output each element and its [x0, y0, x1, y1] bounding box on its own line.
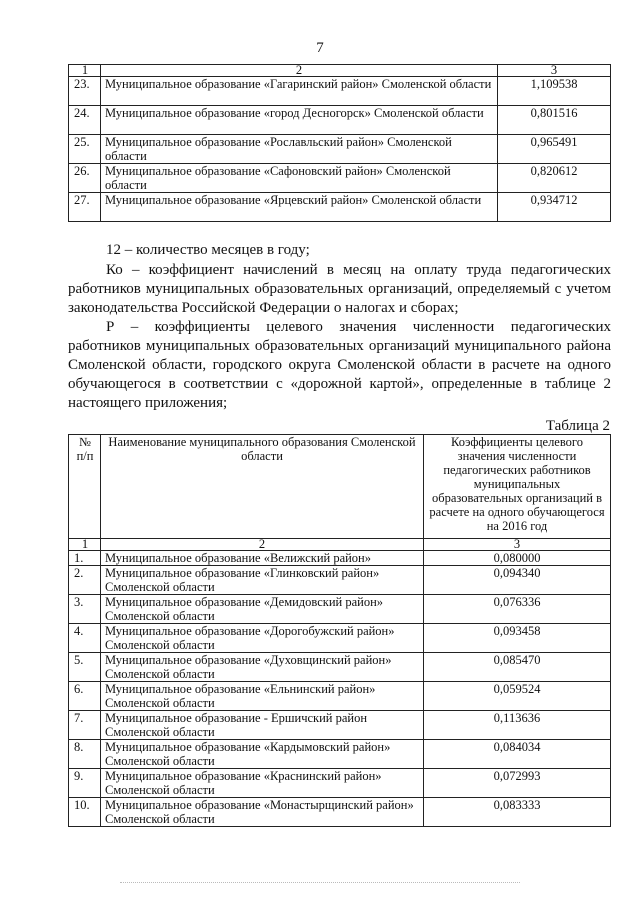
column-header-number: № п/п	[69, 435, 101, 539]
row-number: 9.	[69, 769, 101, 798]
municipality-name: Муниципальное образование «Велижский район»	[101, 551, 424, 566]
row-number: 8.	[69, 740, 101, 769]
coefficient-value: 0,113636	[424, 711, 611, 740]
column-number-1: 1	[69, 65, 101, 77]
coefficient-value: 0,085470	[424, 653, 611, 682]
coefficient-value: 0,083333	[424, 798, 611, 827]
table-row	[69, 193, 611, 222]
municipality-name: Муниципальное образование «Глинковский район» Смоленской области	[101, 566, 424, 595]
table-row	[69, 595, 611, 624]
table-row	[69, 682, 611, 711]
municipality-name: Муниципальное образование «Ярцевский район» Смоленской области	[101, 193, 498, 222]
table-row	[69, 769, 611, 798]
municipality-name: Муниципальное образование «Духовщинский район» Смоленской области	[101, 653, 424, 682]
municipality-name: Муниципальное образование «Рославльский район» Смоленской области	[101, 135, 498, 164]
footer-divider	[120, 882, 520, 883]
table-2-label: Таблица 2	[545, 418, 610, 434]
row-number: 1.	[69, 551, 101, 566]
table-row	[69, 551, 611, 566]
coefficient-value: 0,093458	[424, 624, 611, 653]
row-number: 2.	[69, 566, 101, 595]
row-number: 27.	[69, 193, 101, 222]
coefficient-value: 0,080000	[424, 551, 611, 566]
column-number-2: 2	[101, 539, 424, 551]
row-number: 5.	[69, 653, 101, 682]
column-number-3: 3	[498, 65, 611, 77]
coefficients-table-continued	[68, 64, 611, 222]
coefficient-value: 0,076336	[424, 595, 611, 624]
municipality-name: Муниципальное образование «Монастырщинский район» Смоленской области	[101, 798, 424, 827]
paragraph-p-coefficient: Р – коэффициенты целевого значения численности педагогических работников муниципальных образовательных организаций муниципального района Смоленской области, городского округа Смоленской области в расчете на одного обучающегося в соответствии с «дорожной картой», определенные в таблице 2 настоящего приложения;	[68, 319, 611, 411]
municipality-name: Муниципальное образование - Ершичский район Смоленской области	[101, 711, 424, 740]
municipality-name: Муниципальное образование «Кардымовский район» Смоленской области	[101, 740, 424, 769]
table-header-row	[69, 65, 611, 77]
municipality-name: Муниципальное образование «Демидовский район» Смоленской области	[101, 595, 424, 624]
table-row	[69, 106, 611, 135]
paragraph-ko-coefficient: Ко – коэффициент начислений в месяц на оплату труда педагогических работников муниципальных образовательных организаций, определяемый с учетом законодательства Российской Федерации о налогах и сборах;	[68, 262, 611, 316]
coefficient-value: 0,801516	[498, 106, 611, 135]
row-number: 6.	[69, 682, 101, 711]
table-row	[69, 653, 611, 682]
paragraph-months: 12 – количество месяцев в году;	[106, 242, 310, 258]
row-number: 23.	[69, 77, 101, 106]
table-row	[69, 740, 611, 769]
row-number: 4.	[69, 624, 101, 653]
coefficient-value: 1,109538	[498, 77, 611, 106]
table-header-row	[69, 539, 611, 551]
column-header-coefficient: Коэффициенты целевого значения численности педагогических работников муниципальных образовательных организаций в расчете на одного обучающегося на 2016 год	[424, 435, 611, 539]
coefficients-table-2	[68, 434, 611, 827]
table-row	[69, 798, 611, 827]
coefficient-value: 0,965491	[498, 135, 611, 164]
table-row	[69, 77, 611, 106]
row-number: 3.	[69, 595, 101, 624]
table-row	[69, 566, 611, 595]
row-number: 7.	[69, 711, 101, 740]
column-number-3: 3	[424, 539, 611, 551]
coefficient-value: 0,084034	[424, 740, 611, 769]
row-number: 26.	[69, 164, 101, 193]
municipality-name: Муниципальное образование «город Десногорск» Смоленской области	[101, 106, 498, 135]
coefficient-value: 0,059524	[424, 682, 611, 711]
page-number: 7	[316, 40, 324, 56]
table-row	[69, 135, 611, 164]
row-number: 24.	[69, 106, 101, 135]
coefficient-value: 0,820612	[498, 164, 611, 193]
municipality-name: Муниципальное образование «Дорогобужский район» Смоленской области	[101, 624, 424, 653]
coefficient-value: 0,094340	[424, 566, 611, 595]
municipality-name: Муниципальное образование «Ельнинский район» Смоленской области	[101, 682, 424, 711]
municipality-name: Муниципальное образование «Гагаринский район» Смоленской области	[101, 77, 498, 106]
coefficient-value: 0,072993	[424, 769, 611, 798]
table-row	[69, 624, 611, 653]
municipality-name: Муниципальное образование «Краснинский район» Смоленской области	[101, 769, 424, 798]
column-header-name: Наименование муниципального образования Смоленской области	[101, 435, 424, 539]
row-number: 10.	[69, 798, 101, 827]
table-column-headers	[69, 435, 611, 539]
table-row	[69, 164, 611, 193]
coefficient-value: 0,934712	[498, 193, 611, 222]
municipality-name: Муниципальное образование «Сафоновский район» Смоленской области	[101, 164, 498, 193]
table-row	[69, 711, 611, 740]
row-number: 25.	[69, 135, 101, 164]
column-number-2: 2	[101, 65, 498, 77]
column-number-1: 1	[69, 539, 101, 551]
